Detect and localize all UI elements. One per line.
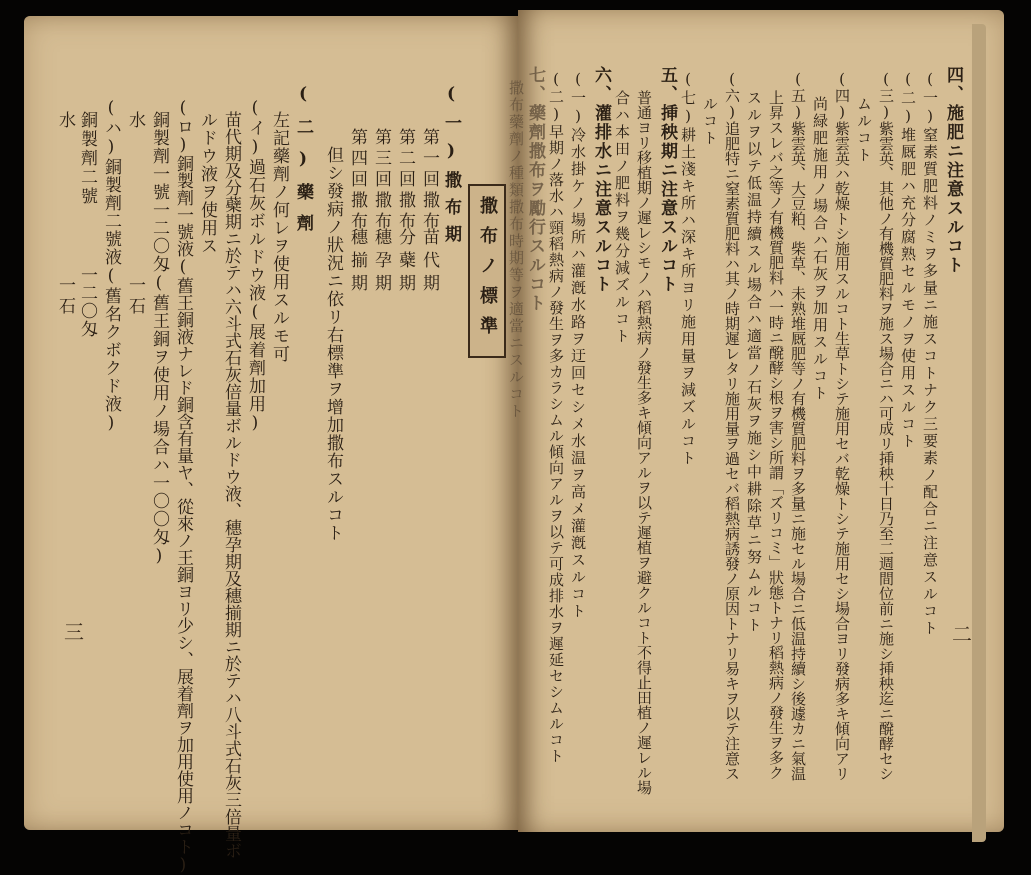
rp-line-20: 七、藥劑撒布ヲ勵行スルコト — [525, 66, 545, 313]
page-number-right: 二 — [952, 622, 972, 646]
rp-line-17: 六、灌排水ニ注意スルコト — [591, 66, 611, 294]
spray-round-3: 第三回撒布 — [371, 128, 391, 233]
chem-line-2: (イ)過石灰ボルドウ液(展着劑加用) — [245, 98, 265, 434]
chem-line-6: 銅製劑一號一二〇匁(舊王銅ヲ使用ノ場合ハ一〇〇匁) — [149, 111, 169, 567]
spray-round-2: 第二回撒布 — [395, 128, 415, 233]
chem-line-9: (ハ)銅製劑二號液(舊名クボクド液) — [101, 98, 121, 434]
rp-line-2: (一)窒素質肥料ノミヲ多量ニ施スコトナク三要素ノ配合ニ注意スルコト — [921, 70, 939, 637]
page-edge — [972, 24, 986, 842]
section-spray-period-label: (一)撒布期 — [441, 84, 461, 252]
spray-note: 但シ發病ノ狀況ニ依リ右標準ヲ增加撒布スルコト — [323, 146, 343, 542]
rp-line-5: ムルコト — [855, 96, 873, 164]
rp-line-11: (六)追肥特ニ窒素質肥料ハ其ノ時期遲レタリ施用量ヲ過セバ稻熱病誘發ノ原因トナリ易キヲ以テ注意ス — [723, 70, 741, 781]
spray-period-3: 穗孕期 — [371, 228, 391, 297]
chem-line-13: 一石 — [55, 276, 75, 318]
page-number-left: 三 — [64, 620, 84, 644]
chem-line-10: 銅製劑二號 — [77, 111, 97, 206]
rp-line-6: (四)紫雲英ハ乾燥トシ施用スルコト生草トシテ施用セバ乾燥トシテ施用セシ場合ヨリ發病多キ傾向アリ — [833, 70, 851, 781]
spray-period-2: 分蘗期 — [395, 228, 415, 297]
rp-line-12: ルコト — [701, 96, 719, 147]
chem-line-12: 水 — [55, 111, 75, 130]
chem-line-5: (ロ)銅製劑一號液(舊王銅液ナレド銅含有量ヤ、從來ノ王銅ヨリ少シ、展着劑ヲ加用使用ノコト) — [173, 98, 193, 875]
spray-round-4: 第四回撒布 — [347, 128, 367, 233]
rp-line-9: 上昇スレバ之等ノ有機質肥料ハ一時ニ醗酵シ根ヲ害シ所謂「ズリコミ」狀態トナリ稻熱病ノ發生ヲ多ク — [767, 90, 785, 780]
left-page — [24, 16, 518, 875]
rp-line-18: (一)冷水掛ケノ場所ハ灌漑水路ヲ迂回セシメ水温ヲ高メ灌漑スルコト — [569, 70, 587, 620]
spray-standard-box: 撒布ノ標準 — [468, 184, 506, 358]
section-chemical-label: (二)藥劑 — [293, 84, 313, 245]
rp-line-8: (五)紫雲英、大豆粕、柴草、未熟堆厩肥等ノ有機質肥料ヲ多量ニ施セル場合ニ低温持續シ後遽カニ氣温 — [789, 70, 807, 781]
chem-line-4: ルドウ液ヲ使用ス — [197, 111, 217, 255]
rp-line-1: 四、施肥ニ注意スルコト — [943, 66, 963, 275]
chem-line-3: 苗代期及分蘗期ニ於テハ六斗式石灰倍量ボルドウ液、穗孕期及穗揃期ニ於テハ八斗式石灰三倍量ボ — [221, 111, 241, 859]
rp-line-10: スルヲ以テ低温持續スル場合ハ適當ノ石灰ヲ施シ中耕除草ニ努ムルコト — [745, 90, 763, 634]
chem-line-11: 一二〇匁 — [77, 266, 97, 338]
spray-period-1: 苗代期 — [419, 228, 439, 297]
chem-line-8: 一石 — [125, 276, 145, 318]
chem-line-1: 左記藥劑ノ何レヲ使用スルモ可 — [269, 111, 289, 363]
rp-line-3: (二)堆厩肥ハ充分腐熟セルモノヲ使用スルコト — [899, 70, 917, 450]
rp-line-14: 五、挿秧期ニ注意スルコト — [657, 66, 677, 294]
right-page — [507, 10, 1004, 832]
rp-line-13: (七)耕土淺キ所ハ深キ所ヨリ施用量ヲ減ズルコト — [679, 70, 697, 467]
spray-period-4: 穗揃期 — [347, 228, 367, 297]
spray-round-1: 第一回撒布 — [419, 128, 439, 233]
chem-line-7: 水 — [125, 111, 145, 130]
rp-line-16: 合ハ本田ノ肥料ヲ幾分減ズルコト — [613, 90, 631, 345]
rp-line-4: (三)紫雲英、其他ノ有機質肥料ヲ施ス場合ニハ可成リ挿秧十日乃至二週間位前ニ施シ挿秧迄ニ醗酵セシ — [877, 70, 895, 781]
rp-line-19: (二)早期ノ落水ハ頸稻熱病ノ發生ヲ多カラシムル傾向アルヲ以テ可成排水ヲ遲延セシムルコト — [547, 70, 565, 764]
rp-line-21: 撒布藥劑ノ種類撒布時期等ヲ適當ニスルコト — [507, 80, 525, 420]
rp-line-15: 普通ヨリ移植期ノ遲レシモノハ稻熱病ノ發生多キ傾向アルヲ以テ遲植ヲ避クルコト不得止田植ノ遲レル場 — [635, 90, 653, 795]
rp-line-7: 尚緑肥施用ノ場合ハ石灰ヲ加用スルコト — [811, 96, 829, 402]
